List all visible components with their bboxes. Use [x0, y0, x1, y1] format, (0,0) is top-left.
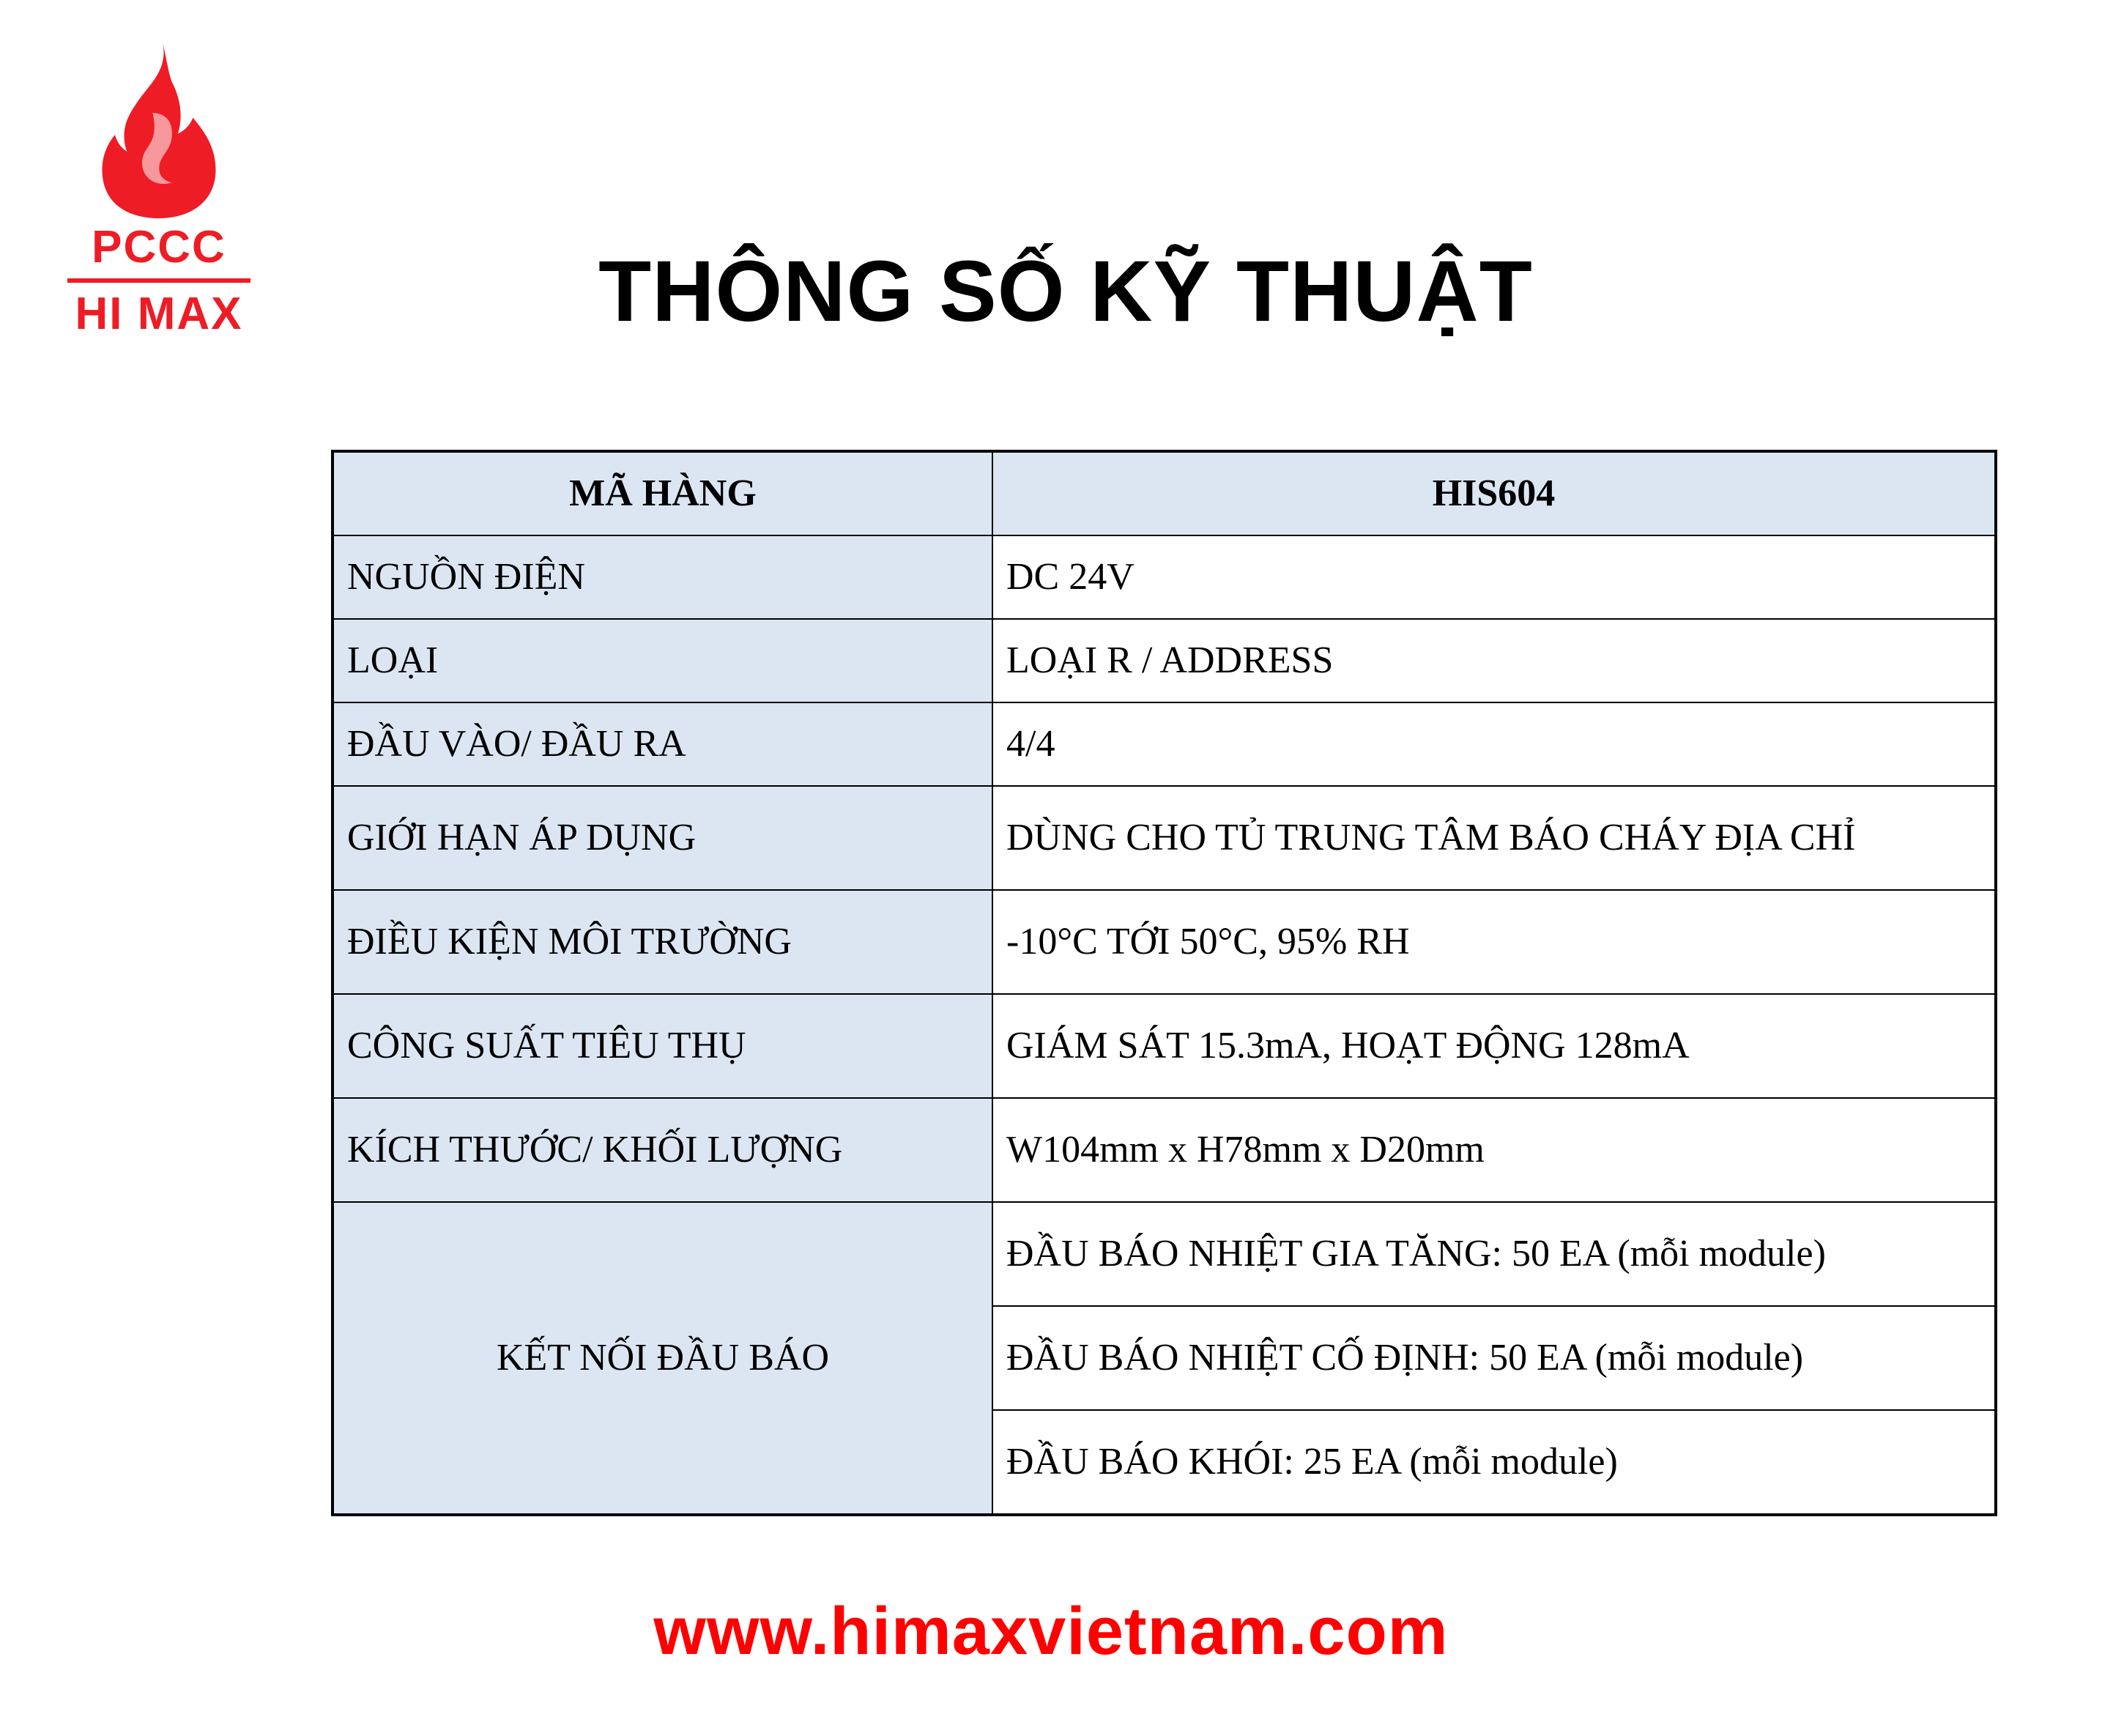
row-value: ĐẦU BÁO NHIỆT GIA TĂNG: 50 EA (mỗi module)	[992, 1202, 1996, 1306]
row-value: GIÁM SÁT 15.3mA, HOẠT ĐỘNG 128mA	[992, 994, 1996, 1098]
row-value: -10°C TỚI 50°C, 95% RH	[992, 890, 1996, 994]
table-row	[333, 619, 1996, 702]
brand-logo	[53, 37, 265, 339]
spec-table-container	[331, 450, 1997, 1516]
row-label: CÔNG SUẤT TIÊU THỤ	[333, 994, 992, 1098]
row-label: ĐIỀU KIỆN MÔI TRƯỜNG	[333, 890, 992, 994]
brand-name-line2: HI MAX	[75, 288, 243, 339]
row-value: ĐẦU BÁO KHÓI: 25 EA (mỗi module)	[992, 1410, 1996, 1515]
row-label: GIỚI HẠN ÁP DỤNG	[333, 786, 992, 890]
row-label-merged: KẾT NỐI ĐẦU BÁO	[333, 1202, 992, 1515]
row-value: LOẠI R / ADDRESS	[992, 619, 1996, 702]
brand-name-line1: PCCC	[92, 222, 226, 272]
spec-table	[331, 450, 1997, 1516]
row-value: W104mm x H78mm x D20mm	[992, 1098, 1996, 1202]
table-row	[333, 535, 1996, 619]
row-value: ĐẦU BÁO NHIỆT CỐ ĐỊNH: 50 EA (mỗi module)	[992, 1306, 1996, 1410]
row-value: DC 24V	[992, 535, 1996, 619]
row-value: 4/4	[992, 702, 1996, 786]
page-title: THÔNG SỐ KỸ THUẬT	[598, 243, 1533, 340]
website-url[interactable]: www.himaxvietnam.com	[653, 1594, 1449, 1669]
table-header-row	[333, 451, 1996, 535]
row-label: ĐẦU VÀO/ ĐẦU RA	[333, 702, 992, 786]
row-label: LOẠI	[333, 619, 992, 702]
header-cell-value: HIS604	[992, 451, 1996, 535]
table-row-merged	[333, 1202, 1996, 1306]
row-value: DÙNG CHO TỦ TRUNG TÂM BÁO CHÁY ĐỊA CHỈ	[992, 786, 1996, 890]
table-row	[333, 1098, 1996, 1202]
table-row	[333, 702, 1996, 786]
row-label: KÍCH THƯỚC/ KHỐI LƯỢNG	[333, 1098, 992, 1202]
header-cell-label: MÃ HÀNG	[333, 451, 992, 535]
table-row	[333, 786, 1996, 890]
brand-divider	[67, 278, 250, 283]
table-row	[333, 994, 1996, 1098]
row-label: NGUỒN ĐIỆN	[333, 535, 992, 619]
table-row	[333, 890, 1996, 994]
flame-icon	[53, 37, 265, 223]
